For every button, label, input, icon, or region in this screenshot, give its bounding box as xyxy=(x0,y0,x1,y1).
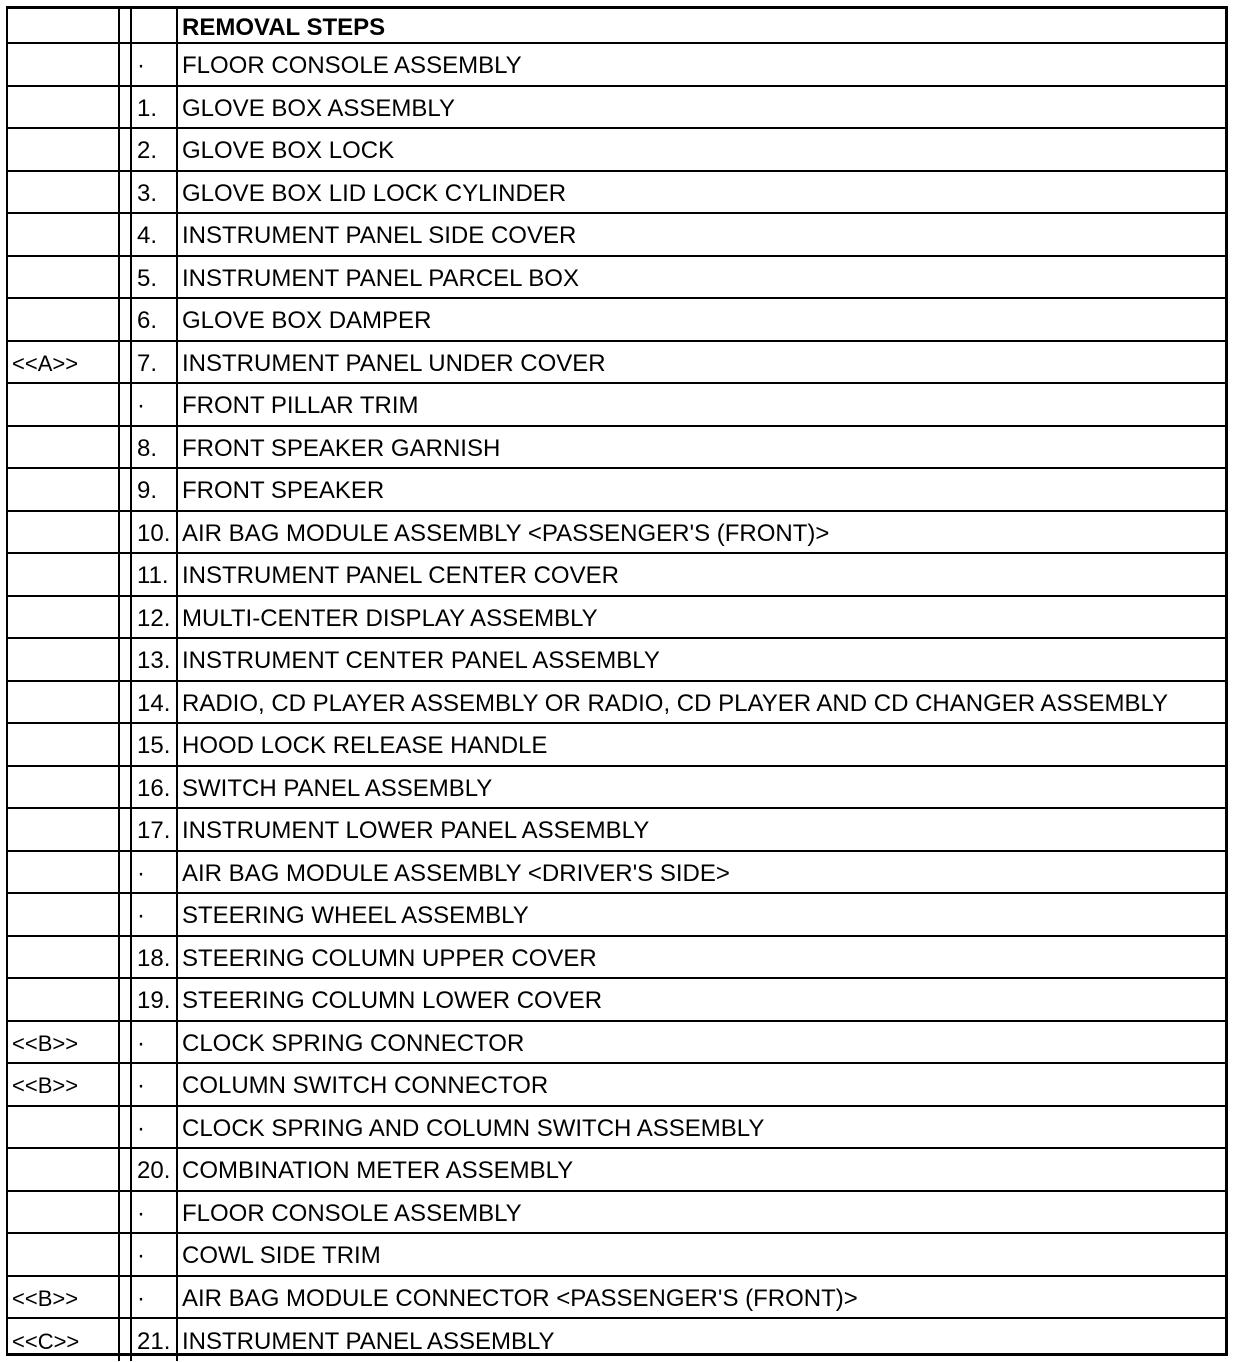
step-description: AIR BAG MODULE CONNECTOR <PASSENGER'S (FRONT)> xyxy=(177,1276,1225,1319)
table-row xyxy=(8,851,1225,894)
table-row xyxy=(8,1233,1225,1276)
reference-label xyxy=(8,213,119,256)
step-number: 17. xyxy=(131,808,177,851)
divider-cell xyxy=(119,426,131,469)
table-row xyxy=(8,1276,1225,1319)
reference-label xyxy=(8,1233,119,1276)
divider-cell xyxy=(119,596,131,639)
reference-label: <<B>> xyxy=(8,1021,119,1064)
step-description: GLOVE BOX ASSEMBLY xyxy=(177,86,1225,129)
table-row xyxy=(8,1063,1225,1106)
step-description: AIR BAG MODULE ASSEMBLY <DRIVER'S SIDE> xyxy=(177,851,1225,894)
header-ref-cell xyxy=(8,9,119,43)
divider-cell xyxy=(119,1106,131,1149)
divider-cell xyxy=(119,171,131,214)
divider-cell xyxy=(119,1021,131,1064)
table-row xyxy=(8,256,1225,299)
step-number: 3. xyxy=(131,171,177,214)
step-description: INSTRUMENT PANEL SIDE COVER xyxy=(177,213,1225,256)
step-description: CLOCK SPRING AND COLUMN SWITCH ASSEMBLY xyxy=(177,1106,1225,1149)
divider-cell xyxy=(119,1148,131,1191)
divider-cell xyxy=(119,893,131,936)
step-number: 20. xyxy=(131,1148,177,1191)
table-row xyxy=(8,1191,1225,1234)
step-description: INSTRUMENT PANEL PARCEL BOX xyxy=(177,256,1225,299)
table-row xyxy=(8,1318,1225,1361)
step-number: 18. xyxy=(131,936,177,979)
step-description: FRONT SPEAKER xyxy=(177,468,1225,511)
step-description: COLUMN SWITCH CONNECTOR xyxy=(177,1063,1225,1106)
step-number: 12. xyxy=(131,596,177,639)
step-description: FRONT SPEAKER GARNISH xyxy=(177,426,1225,469)
step-description: COWL SIDE TRIM xyxy=(177,1233,1225,1276)
step-number: 6. xyxy=(131,298,177,341)
table-row xyxy=(8,681,1225,724)
step-description: STEERING WHEEL ASSEMBLY xyxy=(177,893,1225,936)
table-row xyxy=(8,426,1225,469)
step-number: · xyxy=(131,1233,177,1276)
divider-cell xyxy=(119,851,131,894)
step-number: 13. xyxy=(131,638,177,681)
reference-label xyxy=(8,638,119,681)
divider-cell xyxy=(119,766,131,809)
table-row xyxy=(8,723,1225,766)
step-number: 8. xyxy=(131,426,177,469)
divider-cell xyxy=(119,468,131,511)
step-number: · xyxy=(131,1106,177,1149)
table-row xyxy=(8,553,1225,596)
step-description: AIR BAG MODULE ASSEMBLY <PASSENGER'S (FRONT)> xyxy=(177,511,1225,554)
step-number: 10. xyxy=(131,511,177,554)
table-header-title: REMOVAL STEPS xyxy=(177,9,1225,43)
step-description: GLOVE BOX LOCK xyxy=(177,128,1225,171)
step-number: 14. xyxy=(131,681,177,724)
reference-label xyxy=(8,681,119,724)
removal-steps-table xyxy=(8,9,1225,1361)
step-number: 15. xyxy=(131,723,177,766)
header-gap-cell xyxy=(119,9,131,43)
table-row xyxy=(8,596,1225,639)
reference-label xyxy=(8,86,119,129)
table-row xyxy=(8,1148,1225,1191)
divider-cell xyxy=(119,43,131,86)
step-number: 5. xyxy=(131,256,177,299)
step-number: · xyxy=(131,383,177,426)
reference-label xyxy=(8,128,119,171)
step-description: COMBINATION METER ASSEMBLY xyxy=(177,1148,1225,1191)
table-row xyxy=(8,128,1225,171)
step-number: · xyxy=(131,1063,177,1106)
divider-cell xyxy=(119,808,131,851)
divider-cell xyxy=(119,1063,131,1106)
step-description: GLOVE BOX DAMPER xyxy=(177,298,1225,341)
table-row xyxy=(8,1106,1225,1149)
reference-label: <<A>> xyxy=(8,341,119,384)
table-row xyxy=(8,86,1225,129)
reference-label xyxy=(8,171,119,214)
step-number: 2. xyxy=(131,128,177,171)
step-description: STEERING COLUMN LOWER COVER xyxy=(177,978,1225,1021)
reference-label xyxy=(8,936,119,979)
reference-label xyxy=(8,426,119,469)
divider-cell xyxy=(119,638,131,681)
step-description: STEERING COLUMN UPPER COVER xyxy=(177,936,1225,979)
reference-label xyxy=(8,808,119,851)
step-number: 7. xyxy=(131,341,177,384)
table-row xyxy=(8,1021,1225,1064)
step-number: · xyxy=(131,1021,177,1064)
reference-label: <<B>> xyxy=(8,1063,119,1106)
step-description: CLOCK SPRING CONNECTOR xyxy=(177,1021,1225,1064)
step-description: INSTRUMENT CENTER PANEL ASSEMBLY xyxy=(177,638,1225,681)
step-number: · xyxy=(131,43,177,86)
table-row xyxy=(8,383,1225,426)
table-row xyxy=(8,766,1225,809)
step-number: 11. xyxy=(131,553,177,596)
divider-cell xyxy=(119,1233,131,1276)
step-number: · xyxy=(131,1191,177,1234)
step-description: MULTI-CENTER DISPLAY ASSEMBLY xyxy=(177,596,1225,639)
step-number: 19. xyxy=(131,978,177,1021)
table-row xyxy=(8,511,1225,554)
divider-cell xyxy=(119,383,131,426)
divider-cell xyxy=(119,341,131,384)
divider-cell xyxy=(119,723,131,766)
divider-cell xyxy=(119,213,131,256)
reference-label: <<B>> xyxy=(8,1276,119,1319)
step-description: SWITCH PANEL ASSEMBLY xyxy=(177,766,1225,809)
divider-cell xyxy=(119,298,131,341)
table-row xyxy=(8,638,1225,681)
reference-label xyxy=(8,1191,119,1234)
step-number: · xyxy=(131,1276,177,1319)
table-row xyxy=(8,468,1225,511)
table-row xyxy=(8,893,1225,936)
table-row xyxy=(8,341,1225,384)
step-description: FLOOR CONSOLE ASSEMBLY xyxy=(177,43,1225,86)
step-description: INSTRUMENT PANEL UNDER COVER xyxy=(177,341,1225,384)
step-number: 4. xyxy=(131,213,177,256)
divider-cell xyxy=(119,128,131,171)
divider-cell xyxy=(119,978,131,1021)
table-row xyxy=(8,171,1225,214)
divider-cell xyxy=(119,86,131,129)
table-header-row xyxy=(8,9,1225,43)
table-row xyxy=(8,936,1225,979)
divider-cell xyxy=(119,553,131,596)
reference-label xyxy=(8,43,119,86)
divider-cell xyxy=(119,681,131,724)
reference-label xyxy=(8,1106,119,1149)
step-description: FLOOR CONSOLE ASSEMBLY xyxy=(177,1191,1225,1234)
step-description: GLOVE BOX LID LOCK CYLINDER xyxy=(177,171,1225,214)
reference-label: <<C>> xyxy=(8,1318,119,1361)
step-description: RADIO, CD PLAYER ASSEMBLY OR RADIO, CD PLAYER AND CD CHANGER ASSEMBLY xyxy=(177,681,1225,724)
step-description: INSTRUMENT LOWER PANEL ASSEMBLY xyxy=(177,808,1225,851)
reference-label xyxy=(8,851,119,894)
step-number: 9. xyxy=(131,468,177,511)
table-row xyxy=(8,978,1225,1021)
reference-label xyxy=(8,723,119,766)
reference-label xyxy=(8,766,119,809)
reference-label xyxy=(8,383,119,426)
reference-label xyxy=(8,298,119,341)
reference-label xyxy=(8,596,119,639)
header-step-cell xyxy=(131,9,177,43)
step-description: HOOD LOCK RELEASE HANDLE xyxy=(177,723,1225,766)
divider-cell xyxy=(119,511,131,554)
removal-steps-table-container xyxy=(6,6,1228,1356)
step-description: FRONT PILLAR TRIM xyxy=(177,383,1225,426)
step-number: 21. xyxy=(131,1318,177,1361)
step-number: 1. xyxy=(131,86,177,129)
table-row xyxy=(8,43,1225,86)
reference-label xyxy=(8,1148,119,1191)
reference-label xyxy=(8,893,119,936)
reference-label xyxy=(8,468,119,511)
step-description: INSTRUMENT PANEL ASSEMBLY xyxy=(182,1327,555,1355)
step-number: · xyxy=(131,893,177,936)
divider-cell xyxy=(119,1276,131,1319)
reference-label xyxy=(8,978,119,1021)
reference-label xyxy=(8,553,119,596)
step-number: · xyxy=(131,851,177,894)
reference-label xyxy=(8,256,119,299)
table-row xyxy=(8,808,1225,851)
step-number: 16. xyxy=(131,766,177,809)
step-description: INSTRUMENT PANEL CENTER COVER xyxy=(177,553,1225,596)
table-row xyxy=(8,298,1225,341)
divider-cell xyxy=(119,256,131,299)
divider-cell xyxy=(119,1191,131,1234)
table-row xyxy=(8,213,1225,256)
divider-cell xyxy=(119,1318,131,1361)
reference-label xyxy=(8,511,119,554)
divider-cell xyxy=(119,936,131,979)
